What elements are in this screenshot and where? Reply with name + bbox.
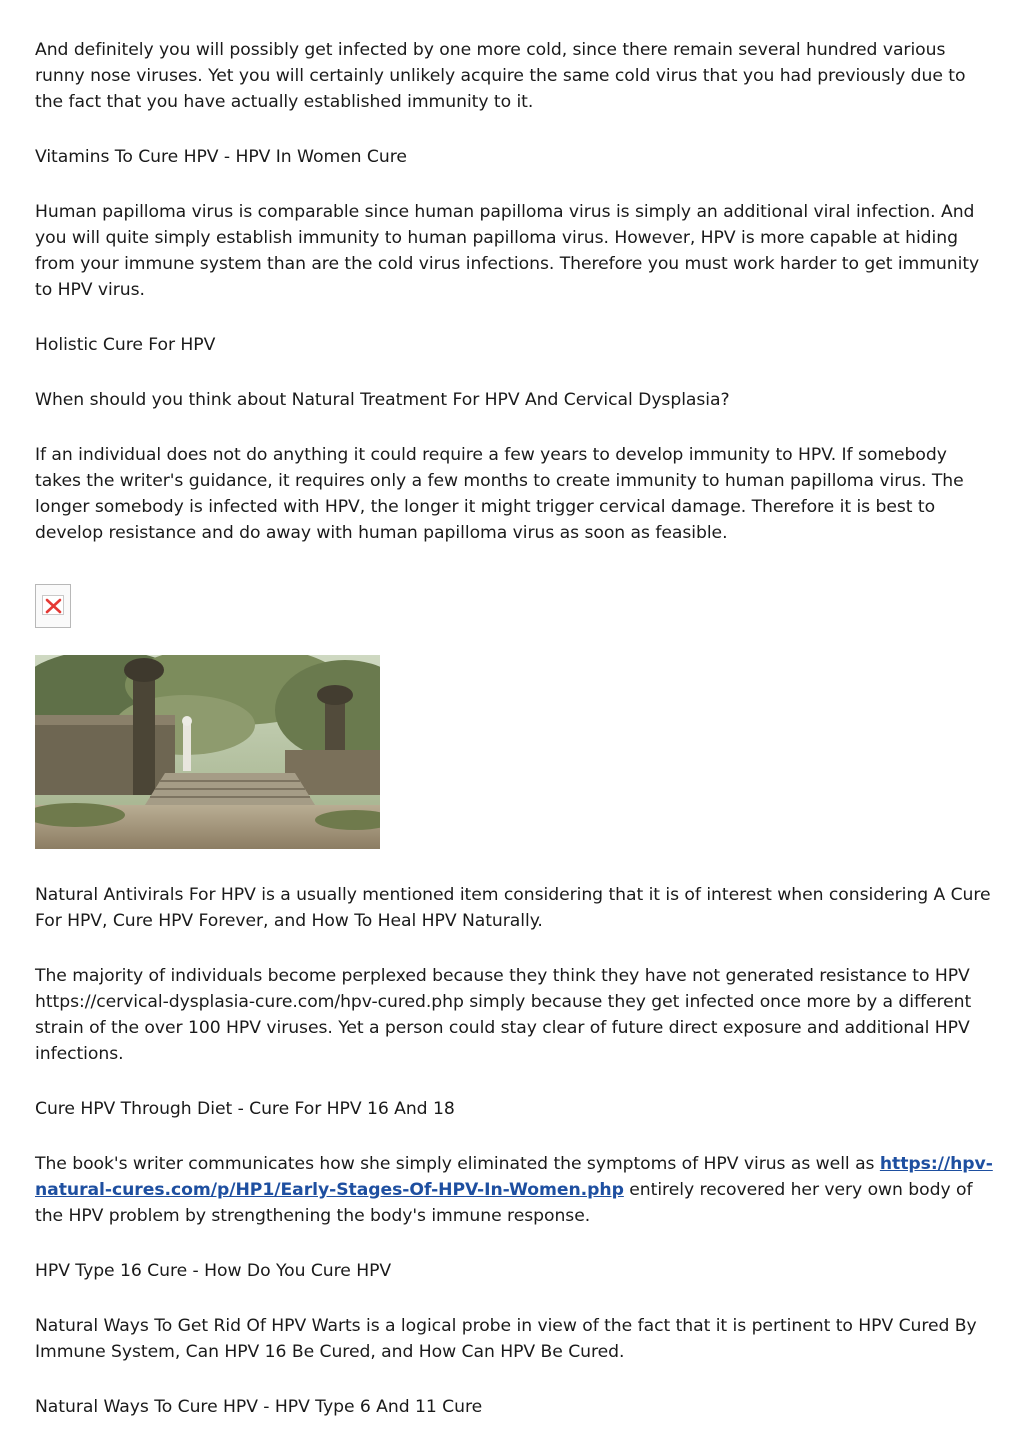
paragraph-hpv-comparison: Human papilloma virus is comparable since human papilloma virus is simply an additional viral infection. And you will quite simply establish immunity to human papilloma virus. However, HPV is more capable at hiding from your immune system than are the cold virus infections. Therefore you must work harder to get immunity to HPV virus. [35, 202, 980, 300]
paragraph-resistance: The majority of individuals become perplexed because they think they have not generated resistance to HPV https://cervical-dysplasia-cure.com/hpv-cured.php simply because they get infected once more by a different strain of the over 100 HPV viruses. Yet a person could stay clear of future direct exposure and additional HPV infections. [35, 966, 972, 1064]
paragraph-antivirals: Natural Antivirals For HPV is a usually mentioned item considering that it is of interest when considering A Cure For HPV, Cure HPV Forever, and How To Heal HPV Naturally. [35, 885, 991, 931]
heading-holistic: Holistic Cure For HPV [35, 335, 216, 355]
paragraph-writer-end: entirely recovered her very own body of the HPV problem by strengthening the body's immune response. [35, 1180, 973, 1226]
heading-vitamins: Vitamins To Cure HPV - HPV In Women Cure [35, 147, 407, 167]
paragraph-immunity: If an individual does not do anything it could require a few years to develop immunity to HPV. If somebody takes the writer's guidance, it requires only a few months to create immunity to human papilloma virus. The longer somebody is infected with HPV, the longer it might trigger cervical damage. Therefore it is best to develop resistance and do away with human papilloma virus as soon as feasible. [35, 445, 964, 543]
paragraph-intro: And definitely you will possibly get infected by one more cold, since there remain several hundred various runny nose viruses. Yet you will certainly unlikely acquire the same cold virus that you had previously due to the fact that you have actually established immunity to it. [35, 40, 966, 112]
article-body [35, 37, 995, 1420]
heading-type16: HPV Type 16 Cure - How Do You Cure HPV [35, 1261, 392, 1281]
broken-image-icon [35, 584, 71, 628]
heading-diet: Cure HPV Through Diet - Cure For HPV 16 And 18 [35, 1099, 455, 1119]
heading-natural-treatment: When should you think about Natural Treatment For HPV And Cervical Dysplasia? [35, 390, 730, 410]
paragraph-natural-ways: Natural Ways To Get Rid Of HPV Warts is a logical probe in view of the fact that it is pertinent to HPV Cured By Immune System, Can HPV 16 Be Cured, and How Can HPV Be Cured. [35, 1316, 977, 1362]
heading-type6-11: Natural Ways To Cure HPV - HPV Type 6 And 11 Cure [35, 1397, 483, 1417]
early-stages-link[interactable]: https://hpv-natural-cures.com/p/HP1/Early-Stages-Of-HPV-In-Women.php [35, 1154, 993, 1200]
garden-staircase-painting [35, 655, 380, 849]
paragraph-writer [35, 1151, 995, 1229]
paragraph-writer-start: The book's writer communicates how she simply eliminated the symptoms of HPV virus as well as [35, 1154, 880, 1174]
